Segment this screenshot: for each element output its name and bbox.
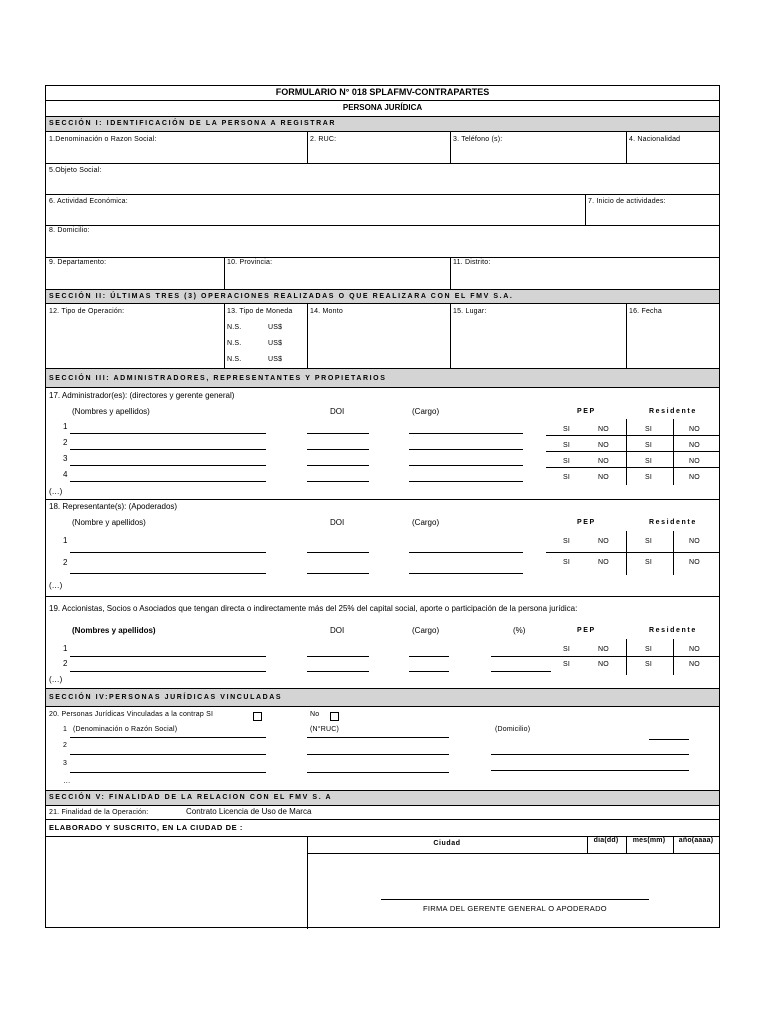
row-18-1-num: 1 (63, 536, 68, 545)
elaborado-label: ELABORADO Y SUSCRITO, EN LA CIUDAD DE : (49, 823, 243, 832)
row-19-1-pep-no[interactable]: NO (598, 646, 609, 653)
col-doi-17: DOI (330, 407, 345, 416)
row-17-2-num: 2 (63, 438, 68, 447)
row-18-2-pep-no[interactable]: NO (598, 559, 609, 566)
field-domicilio[interactable]: 8. Domicilio: (49, 227, 90, 234)
section-5-title: SECCIÓN V: FINALIDAD DE LA RELACION CON EL FMV S. A (49, 794, 333, 801)
row-18-2-num: 2 (63, 558, 68, 567)
row-17-2-res-no[interactable]: NO (689, 442, 700, 449)
col-cargo-18: (Cargo) (412, 518, 440, 527)
currency-ns-1: N.S. (227, 324, 242, 331)
field-provincia[interactable]: 10. Provincia: (227, 259, 273, 266)
currency-ns-2: N.S. (227, 340, 242, 347)
section-5-header (46, 790, 719, 806)
col-denominacion: (Denominación o Razón Social) (73, 726, 178, 733)
row-17-4-pep-no[interactable]: NO (598, 474, 609, 481)
mes-label[interactable]: mes(mm) (632, 837, 666, 844)
field-21-label: 21. Finalidad de la Operación: (49, 809, 149, 816)
section-2-title: SECCIÓN II: ÚLTIMAS TRES (3) OPERACIONES REALIZADAS O QUE REALIZARA CON EL FMV S.A. (49, 293, 514, 300)
row-18-1-res-no[interactable]: NO (689, 538, 700, 545)
row-17-2-pep-no[interactable]: NO (598, 442, 609, 449)
col-nombres-17: (Nombres y apellidos) (72, 407, 150, 416)
row-19-more: (…) (49, 675, 63, 684)
field-fecha[interactable]: 16. Fecha (629, 308, 662, 315)
field-distrito[interactable]: 11. Distrito: (453, 259, 491, 266)
row-19-2-pep-si[interactable]: SI (563, 661, 571, 668)
field-21-value[interactable]: Contrato Licencia de Uso de Marca (186, 807, 312, 816)
col-nombres-18: (Nombre y apellidos) (72, 518, 146, 527)
row-17-3-pep-no[interactable]: NO (598, 458, 609, 465)
field-nacionalidad[interactable]: 4. Nacionalidad (629, 136, 681, 143)
checkbox-no[interactable] (330, 712, 339, 721)
field-actividad-economica[interactable]: 6. Actividad Económica: (49, 198, 128, 205)
col-pep-17: PEP (577, 408, 596, 415)
row-19-2-res-no[interactable]: NO (689, 661, 700, 668)
row-17-3-pep-si[interactable]: SI (563, 458, 571, 465)
row-18-2-res-no[interactable]: NO (689, 559, 700, 566)
row-17-2-res-si[interactable]: SI (645, 442, 653, 449)
row-20-2-num: 2 (63, 742, 68, 749)
currency-usd-3: US$ (268, 356, 283, 363)
row-17-4-num: 4 (63, 470, 68, 479)
checkbox-si[interactable] (253, 712, 262, 721)
firma-label[interactable]: FIRMA DEL GERENTE GENERAL O APODERADO (423, 904, 607, 913)
field-monto[interactable]: 14. Monto (310, 308, 343, 315)
section-4-header (46, 688, 719, 707)
field-ruc[interactable]: 2. RUC: (310, 136, 337, 143)
col-residente-18: Residente (649, 519, 697, 526)
row-18-1-pep-si[interactable]: SI (563, 538, 571, 545)
col-domicilio: (Domicilio) (495, 726, 531, 733)
form-title: FORMULARIO N° 018 SPLAFMV-CONTRAPARTES (275, 87, 490, 97)
row-19-1-num: 1 (63, 644, 68, 653)
col-cargo-17: (Cargo) (412, 407, 440, 416)
col-residente-19: Residente (649, 627, 697, 634)
row-19-1-res-si[interactable]: SI (645, 646, 653, 653)
row-17-3-res-no[interactable]: NO (689, 458, 700, 465)
field-razon-social[interactable]: 1.Denominación o Razon Social: (49, 136, 157, 143)
field-objeto-social[interactable]: 5.Objeto Social: (49, 167, 102, 174)
section-1-title: SECCIÓN I: IDENTIFICACIÓN DE LA PERSONA A REGISTRAR (49, 120, 337, 127)
row-19-1-res-no[interactable]: NO (689, 646, 700, 653)
row-17-3-res-si[interactable]: SI (645, 458, 653, 465)
dia-label[interactable]: dia(dd) (593, 837, 619, 844)
row-17-4-pep-si[interactable]: SI (563, 474, 571, 481)
row-20-1-num: 1 (63, 726, 68, 733)
row-17-2-pep-si[interactable]: SI (563, 442, 571, 449)
row-18-2-res-si[interactable]: SI (645, 559, 653, 566)
col-cargo-19: (Cargo) (412, 626, 440, 635)
row-19-2-res-si[interactable]: SI (645, 661, 653, 668)
form-subtitle: PERSONA JURÍDICA (342, 103, 423, 112)
row-18-1-res-si[interactable]: SI (645, 538, 653, 545)
checkbox-no-label: No (310, 711, 320, 718)
currency-ns-3: N.S. (227, 356, 242, 363)
currency-usd-2: US$ (268, 340, 283, 347)
section-4-title: SECCIÓN IV:PERSONAS JURÍDICAS VINCULADAS (49, 694, 283, 701)
col-pep-18: PEP (577, 519, 596, 526)
ciudad-label[interactable]: Ciudad (433, 840, 461, 847)
row-20-3-num: 3 (63, 760, 68, 767)
field-18-label: 18. Representante(s): (Apoderados) (49, 502, 178, 511)
anio-label[interactable]: año(aaaa) (678, 837, 714, 844)
row-17-1-res-no[interactable]: NO (689, 426, 700, 433)
row-20-more: … (63, 776, 71, 785)
section-3-header (46, 368, 719, 388)
row-19-2-num: 2 (63, 659, 68, 668)
col-nombres-19: (Nombres y apellidos) (72, 626, 156, 635)
field-inicio-actividades[interactable]: 7. Inicio de actividades: (588, 198, 666, 205)
field-20-label: 20. Personas Jurídicas Vinculadas a la contrap SI (49, 711, 214, 718)
row-17-1-pep-no[interactable]: NO (598, 426, 609, 433)
section-3-title: SECCIÓN III: ADMINISTRADORES, REPRESENTANTES Y PROPIETARIOS (49, 375, 387, 382)
field-17-label: 17. Administrador(es): (directores y gerente general) (49, 391, 235, 400)
row-17-4-res-si[interactable]: SI (645, 474, 653, 481)
col-doi-19: DOI (330, 626, 345, 635)
row-18-2-pep-si[interactable]: SI (563, 559, 571, 566)
row-17-4-res-no[interactable]: NO (689, 474, 700, 481)
currency-usd-1: US$ (268, 324, 283, 331)
field-tipo-moneda[interactable]: 13. Tipo de Moneda (227, 308, 293, 315)
row-17-1-res-si[interactable]: SI (645, 426, 653, 433)
row-17-3-num: 3 (63, 454, 68, 463)
row-19-1-pep-si[interactable]: SI (563, 646, 571, 653)
row-18-1-pep-no[interactable]: NO (598, 538, 609, 545)
field-lugar[interactable]: 15. Lugar: (453, 308, 487, 315)
col-pct-19: (%) (513, 626, 526, 635)
row-19-2-pep-no[interactable]: NO (598, 661, 609, 668)
field-19-label: 19. Accionistas, Socios o Asociados que tengan directa o indirectamente más del 25% del capital social, aporte o participación de la persona jurídica: (49, 604, 578, 613)
col-residente-17: Residente (649, 408, 697, 415)
section-1-header (46, 116, 719, 132)
col-doi-18: DOI (330, 518, 345, 527)
form-container (45, 85, 720, 928)
field-departamento[interactable]: 9. Departamento: (49, 259, 107, 266)
section-2-header (46, 289, 719, 304)
col-pep-19: PEP (577, 627, 596, 634)
row-17-more: (…) (49, 487, 63, 496)
col-ruc: (N°RUC) (310, 726, 340, 733)
row-17-1-num: 1 (63, 422, 68, 431)
field-telefono[interactable]: 3. Teléfono (s): (453, 136, 503, 143)
row-18-more: (…) (49, 581, 63, 590)
row-17-1-pep-si[interactable]: SI (563, 426, 571, 433)
field-tipo-operacion[interactable]: 12. Tipo de Operación: (49, 308, 125, 315)
